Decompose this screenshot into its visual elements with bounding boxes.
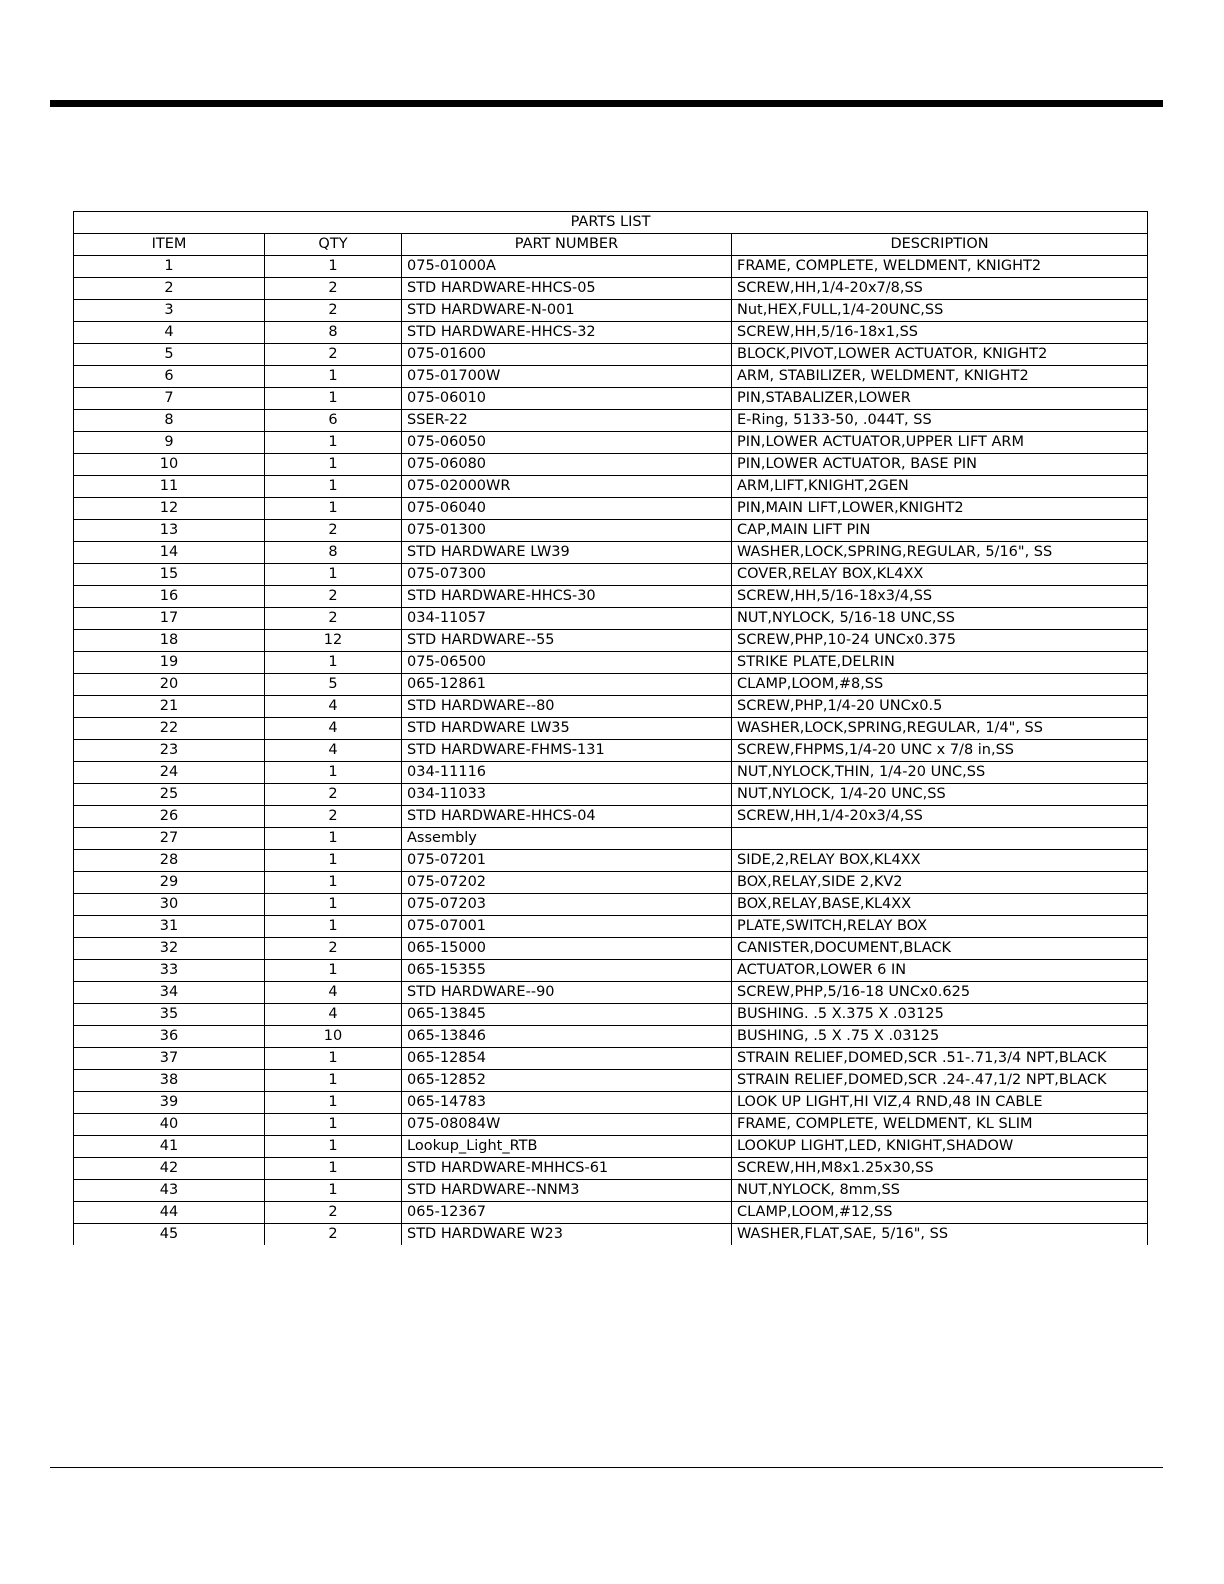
part-number-cell: 065-12861 [402, 674, 732, 696]
qty-cell: 1 [265, 1136, 402, 1158]
table-row [74, 1158, 1148, 1180]
item-cell: 39 [74, 1092, 265, 1114]
item-cell: 37 [74, 1048, 265, 1070]
description-cell: SCREW,HH,5/16-18x3/4,SS [732, 586, 1148, 608]
description-cell: BOX,RELAY,SIDE 2,KV2 [732, 872, 1148, 894]
description-cell: BLOCK,PIVOT,LOWER ACTUATOR, KNIGHT2 [732, 344, 1148, 366]
qty-cell: 1 [265, 1180, 402, 1202]
qty-cell: 2 [265, 344, 402, 366]
part-number-cell: 065-14783 [402, 1092, 732, 1114]
part-number-cell: 075-01600 [402, 344, 732, 366]
qty-cell: 1 [265, 916, 402, 938]
part-number-cell: 065-12367 [402, 1202, 732, 1224]
part-number-cell: STD HARDWARE W23 [402, 1224, 732, 1246]
description-cell: CLAMP,LOOM,#8,SS [732, 674, 1148, 696]
description-cell: SCREW,HH,1/4-20x3/4,SS [732, 806, 1148, 828]
header-description: DESCRIPTION [732, 234, 1148, 256]
table-row [74, 1114, 1148, 1136]
qty-cell: 2 [265, 784, 402, 806]
table-row [74, 1070, 1148, 1092]
qty-cell: 1 [265, 960, 402, 982]
item-cell: 8 [74, 410, 265, 432]
part-number-cell: 075-07202 [402, 872, 732, 894]
header-part-number: PART NUMBER [402, 234, 732, 256]
table-row [74, 850, 1148, 872]
part-number-cell: 075-07201 [402, 850, 732, 872]
part-number-cell: STD HARDWARE--55 [402, 630, 732, 652]
part-number-cell: STD HARDWARE LW39 [402, 542, 732, 564]
part-number-cell: STD HARDWARE-HHCS-04 [402, 806, 732, 828]
table-row [74, 762, 1148, 784]
part-number-cell: 075-06040 [402, 498, 732, 520]
part-number-cell: 075-07001 [402, 916, 732, 938]
part-number-cell: 075-06080 [402, 454, 732, 476]
table-row [74, 938, 1148, 960]
part-number-cell: STD HARDWARE-HHCS-05 [402, 278, 732, 300]
qty-cell: 2 [265, 938, 402, 960]
item-cell: 13 [74, 520, 265, 542]
item-cell: 24 [74, 762, 265, 784]
description-cell: FRAME, COMPLETE, WELDMENT, KL SLIM [732, 1114, 1148, 1136]
part-number-cell: STD HARDWARE--NNM3 [402, 1180, 732, 1202]
part-number-cell: STD HARDWARE-HHCS-30 [402, 586, 732, 608]
part-number-cell: STD HARDWARE--80 [402, 696, 732, 718]
qty-cell: 1 [265, 256, 402, 278]
part-number-cell: 075-06500 [402, 652, 732, 674]
qty-cell: 4 [265, 740, 402, 762]
description-cell: BUSHING, .5 X .75 X .03125 [732, 1026, 1148, 1048]
description-cell: ACTUATOR,LOWER 6 IN [732, 960, 1148, 982]
qty-cell: 4 [265, 982, 402, 1004]
description-cell: SCREW,FHPMS,1/4-20 UNC x 7/8 in,SS [732, 740, 1148, 762]
qty-cell: 1 [265, 1070, 402, 1092]
item-cell: 44 [74, 1202, 265, 1224]
qty-cell: 10 [265, 1026, 402, 1048]
qty-cell: 6 [265, 410, 402, 432]
item-cell: 6 [74, 366, 265, 388]
item-cell: 19 [74, 652, 265, 674]
description-cell: SCREW,HH,1/4-20x7/8,SS [732, 278, 1148, 300]
table-row [74, 1092, 1148, 1114]
table-row [74, 916, 1148, 938]
table-row [74, 476, 1148, 498]
qty-cell: 2 [265, 1224, 402, 1246]
item-cell: 34 [74, 982, 265, 1004]
item-cell: 15 [74, 564, 265, 586]
part-number-cell: 075-08084W [402, 1114, 732, 1136]
table-row [74, 630, 1148, 652]
table-row [74, 542, 1148, 564]
item-cell: 28 [74, 850, 265, 872]
item-cell: 7 [74, 388, 265, 410]
item-cell: 27 [74, 828, 265, 850]
qty-cell: 1 [265, 850, 402, 872]
table-row [74, 1136, 1148, 1158]
part-number-cell: 075-07203 [402, 894, 732, 916]
item-cell: 5 [74, 344, 265, 366]
description-cell: NUT,NYLOCK, 1/4-20 UNC,SS [732, 784, 1148, 806]
description-cell: WASHER,FLAT,SAE, 5/16", SS [732, 1224, 1148, 1246]
qty-cell: 2 [265, 586, 402, 608]
description-cell: BOX,RELAY,BASE,KL4XX [732, 894, 1148, 916]
qty-cell: 4 [265, 1004, 402, 1026]
qty-cell: 1 [265, 366, 402, 388]
table-row [74, 586, 1148, 608]
qty-cell: 2 [265, 300, 402, 322]
parts-list-title-row [74, 212, 1148, 234]
part-number-cell: 065-12852 [402, 1070, 732, 1092]
part-number-cell: 034-11057 [402, 608, 732, 630]
description-cell: NUT,NYLOCK, 8mm,SS [732, 1180, 1148, 1202]
item-cell: 29 [74, 872, 265, 894]
part-number-cell: STD HARDWARE-HHCS-32 [402, 322, 732, 344]
description-cell: SCREW,HH,M8x1.25x30,SS [732, 1158, 1148, 1180]
item-cell: 2 [74, 278, 265, 300]
item-cell: 23 [74, 740, 265, 762]
table-row [74, 674, 1148, 696]
qty-cell: 1 [265, 1048, 402, 1070]
item-cell: 35 [74, 1004, 265, 1026]
table-row [74, 740, 1148, 762]
table-row [74, 1224, 1148, 1246]
parts-list-body [74, 256, 1148, 1246]
table-row [74, 1180, 1148, 1202]
qty-cell: 1 [265, 872, 402, 894]
part-number-cell: 065-13845 [402, 1004, 732, 1026]
item-cell: 14 [74, 542, 265, 564]
table-row [74, 432, 1148, 454]
qty-cell: 12 [265, 630, 402, 652]
table-row [74, 696, 1148, 718]
description-cell: SCREW,PHP,10-24 UNCx0.375 [732, 630, 1148, 652]
item-cell: 10 [74, 454, 265, 476]
qty-cell: 1 [265, 564, 402, 586]
part-number-cell: 065-15355 [402, 960, 732, 982]
table-row [74, 454, 1148, 476]
qty-cell: 1 [265, 498, 402, 520]
part-number-cell: 075-02000WR [402, 476, 732, 498]
part-number-cell: 065-15000 [402, 938, 732, 960]
qty-cell: 2 [265, 608, 402, 630]
part-number-cell: 075-06010 [402, 388, 732, 410]
part-number-cell: STD HARDWARE-N-001 [402, 300, 732, 322]
part-number-cell: Assembly [402, 828, 732, 850]
item-cell: 16 [74, 586, 265, 608]
table-row [74, 608, 1148, 630]
table-row [74, 784, 1148, 806]
part-number-cell: 075-06050 [402, 432, 732, 454]
description-cell: SCREW,HH,5/16-18x1,SS [732, 322, 1148, 344]
item-cell: 41 [74, 1136, 265, 1158]
description-cell: ARM,LIFT,KNIGHT,2GEN [732, 476, 1148, 498]
item-cell: 26 [74, 806, 265, 828]
qty-cell: 1 [265, 432, 402, 454]
description-cell: PIN,LOWER ACTUATOR, BASE PIN [732, 454, 1148, 476]
part-number-cell: 075-01000A [402, 256, 732, 278]
item-cell: 18 [74, 630, 265, 652]
item-cell: 17 [74, 608, 265, 630]
qty-cell: 1 [265, 388, 402, 410]
top-rule [50, 100, 1163, 107]
description-cell: WASHER,LOCK,SPRING,REGULAR, 1/4", SS [732, 718, 1148, 740]
item-cell: 38 [74, 1070, 265, 1092]
qty-cell: 1 [265, 894, 402, 916]
description-cell: Nut,HEX,FULL,1/4-20UNC,SS [732, 300, 1148, 322]
table-row [74, 278, 1148, 300]
description-cell: SIDE,2,RELAY BOX,KL4XX [732, 850, 1148, 872]
description-cell: BUSHING. .5 X.375 X .03125 [732, 1004, 1148, 1026]
description-cell: PLATE,SWITCH,RELAY BOX [732, 916, 1148, 938]
qty-cell: 1 [265, 1092, 402, 1114]
item-cell: 30 [74, 894, 265, 916]
part-number-cell: 065-13846 [402, 1026, 732, 1048]
qty-cell: 1 [265, 1114, 402, 1136]
table-row [74, 872, 1148, 894]
description-cell: CANISTER,DOCUMENT,BLACK [732, 938, 1148, 960]
description-cell: PIN,MAIN LIFT,LOWER,KNIGHT2 [732, 498, 1148, 520]
bottom-rule [50, 1467, 1163, 1468]
table-row [74, 1202, 1148, 1224]
description-cell: NUT,NYLOCK, 5/16-18 UNC,SS [732, 608, 1148, 630]
part-number-cell: 034-11033 [402, 784, 732, 806]
table-row [74, 806, 1148, 828]
qty-cell: 1 [265, 762, 402, 784]
description-cell: STRAIN RELIEF,DOMED,SCR .51-.71,3/4 NPT,BLACK [732, 1048, 1148, 1070]
item-cell: 9 [74, 432, 265, 454]
item-cell: 22 [74, 718, 265, 740]
qty-cell: 1 [265, 1158, 402, 1180]
header-item: ITEM [74, 234, 265, 256]
item-cell: 45 [74, 1224, 265, 1246]
table-row [74, 828, 1148, 850]
table-row [74, 982, 1148, 1004]
table-row [74, 894, 1148, 916]
part-number-cell: Lookup_Light_RTB [402, 1136, 732, 1158]
part-number-cell: STD HARDWARE LW35 [402, 718, 732, 740]
table-row [74, 388, 1148, 410]
part-number-cell: 075-07300 [402, 564, 732, 586]
item-cell: 12 [74, 498, 265, 520]
item-cell: 20 [74, 674, 265, 696]
description-cell: WASHER,LOCK,SPRING,REGULAR, 5/16", SS [732, 542, 1148, 564]
part-number-cell: 065-12854 [402, 1048, 732, 1070]
table-row [74, 564, 1148, 586]
table-row [74, 322, 1148, 344]
description-cell: CAP,MAIN LIFT PIN [732, 520, 1148, 542]
item-cell: 1 [74, 256, 265, 278]
description-cell: E-Ring, 5133-50, .044T, SS [732, 410, 1148, 432]
table-row [74, 256, 1148, 278]
qty-cell: 1 [265, 828, 402, 850]
qty-cell: 2 [265, 278, 402, 300]
qty-cell: 4 [265, 718, 402, 740]
table-row [74, 718, 1148, 740]
table-row [74, 1004, 1148, 1026]
part-number-cell: 075-01300 [402, 520, 732, 542]
table-row [74, 1048, 1148, 1070]
part-number-cell: SSER-22 [402, 410, 732, 432]
description-cell: SCREW,PHP,5/16-18 UNCx0.625 [732, 982, 1148, 1004]
description-cell: ARM, STABILIZER, WELDMENT, KNIGHT2 [732, 366, 1148, 388]
item-cell: 11 [74, 476, 265, 498]
qty-cell: 8 [265, 542, 402, 564]
part-number-cell: 075-01700W [402, 366, 732, 388]
item-cell: 31 [74, 916, 265, 938]
description-cell: SCREW,PHP,1/4-20 UNCx0.5 [732, 696, 1148, 718]
part-number-cell: STD HARDWARE-FHMS-131 [402, 740, 732, 762]
table-row [74, 498, 1148, 520]
qty-cell: 1 [265, 652, 402, 674]
description-cell [732, 828, 1148, 850]
description-cell: NUT,NYLOCK,THIN, 1/4-20 UNC,SS [732, 762, 1148, 784]
table-row [74, 344, 1148, 366]
table-row [74, 960, 1148, 982]
description-cell: COVER,RELAY BOX,KL4XX [732, 564, 1148, 586]
description-cell: FRAME, COMPLETE, WELDMENT, KNIGHT2 [732, 256, 1148, 278]
qty-cell: 4 [265, 696, 402, 718]
description-cell: LOOKUP LIGHT,LED, KNIGHT,SHADOW [732, 1136, 1148, 1158]
table-row [74, 1026, 1148, 1048]
item-cell: 25 [74, 784, 265, 806]
parts-list-title: PARTS LIST [74, 212, 1148, 234]
qty-cell: 2 [265, 806, 402, 828]
description-cell: PIN,STABALIZER,LOWER [732, 388, 1148, 410]
item-cell: 42 [74, 1158, 265, 1180]
description-cell: PIN,LOWER ACTUATOR,UPPER LIFT ARM [732, 432, 1148, 454]
qty-cell: 2 [265, 520, 402, 542]
qty-cell: 1 [265, 454, 402, 476]
item-cell: 40 [74, 1114, 265, 1136]
parts-list-table [73, 211, 1148, 1245]
table-row [74, 410, 1148, 432]
parts-list-header-row [74, 234, 1148, 256]
table-row [74, 652, 1148, 674]
table-row [74, 520, 1148, 542]
header-qty: QTY [265, 234, 402, 256]
description-cell: LOOK UP LIGHT,HI VIZ,4 RND,48 IN CABLE [732, 1092, 1148, 1114]
description-cell: STRIKE PLATE,DELRIN [732, 652, 1148, 674]
part-number-cell: STD HARDWARE-MHHCS-61 [402, 1158, 732, 1180]
table-row [74, 366, 1148, 388]
item-cell: 43 [74, 1180, 265, 1202]
item-cell: 32 [74, 938, 265, 960]
qty-cell: 1 [265, 476, 402, 498]
part-number-cell: 034-11116 [402, 762, 732, 784]
qty-cell: 2 [265, 1202, 402, 1224]
qty-cell: 8 [265, 322, 402, 344]
description-cell: STRAIN RELIEF,DOMED,SCR .24-.47,1/2 NPT,BLACK [732, 1070, 1148, 1092]
item-cell: 21 [74, 696, 265, 718]
item-cell: 33 [74, 960, 265, 982]
item-cell: 3 [74, 300, 265, 322]
item-cell: 4 [74, 322, 265, 344]
item-cell: 36 [74, 1026, 265, 1048]
description-cell: CLAMP,LOOM,#12,SS [732, 1202, 1148, 1224]
table-row [74, 300, 1148, 322]
qty-cell: 5 [265, 674, 402, 696]
part-number-cell: STD HARDWARE--90 [402, 982, 732, 1004]
